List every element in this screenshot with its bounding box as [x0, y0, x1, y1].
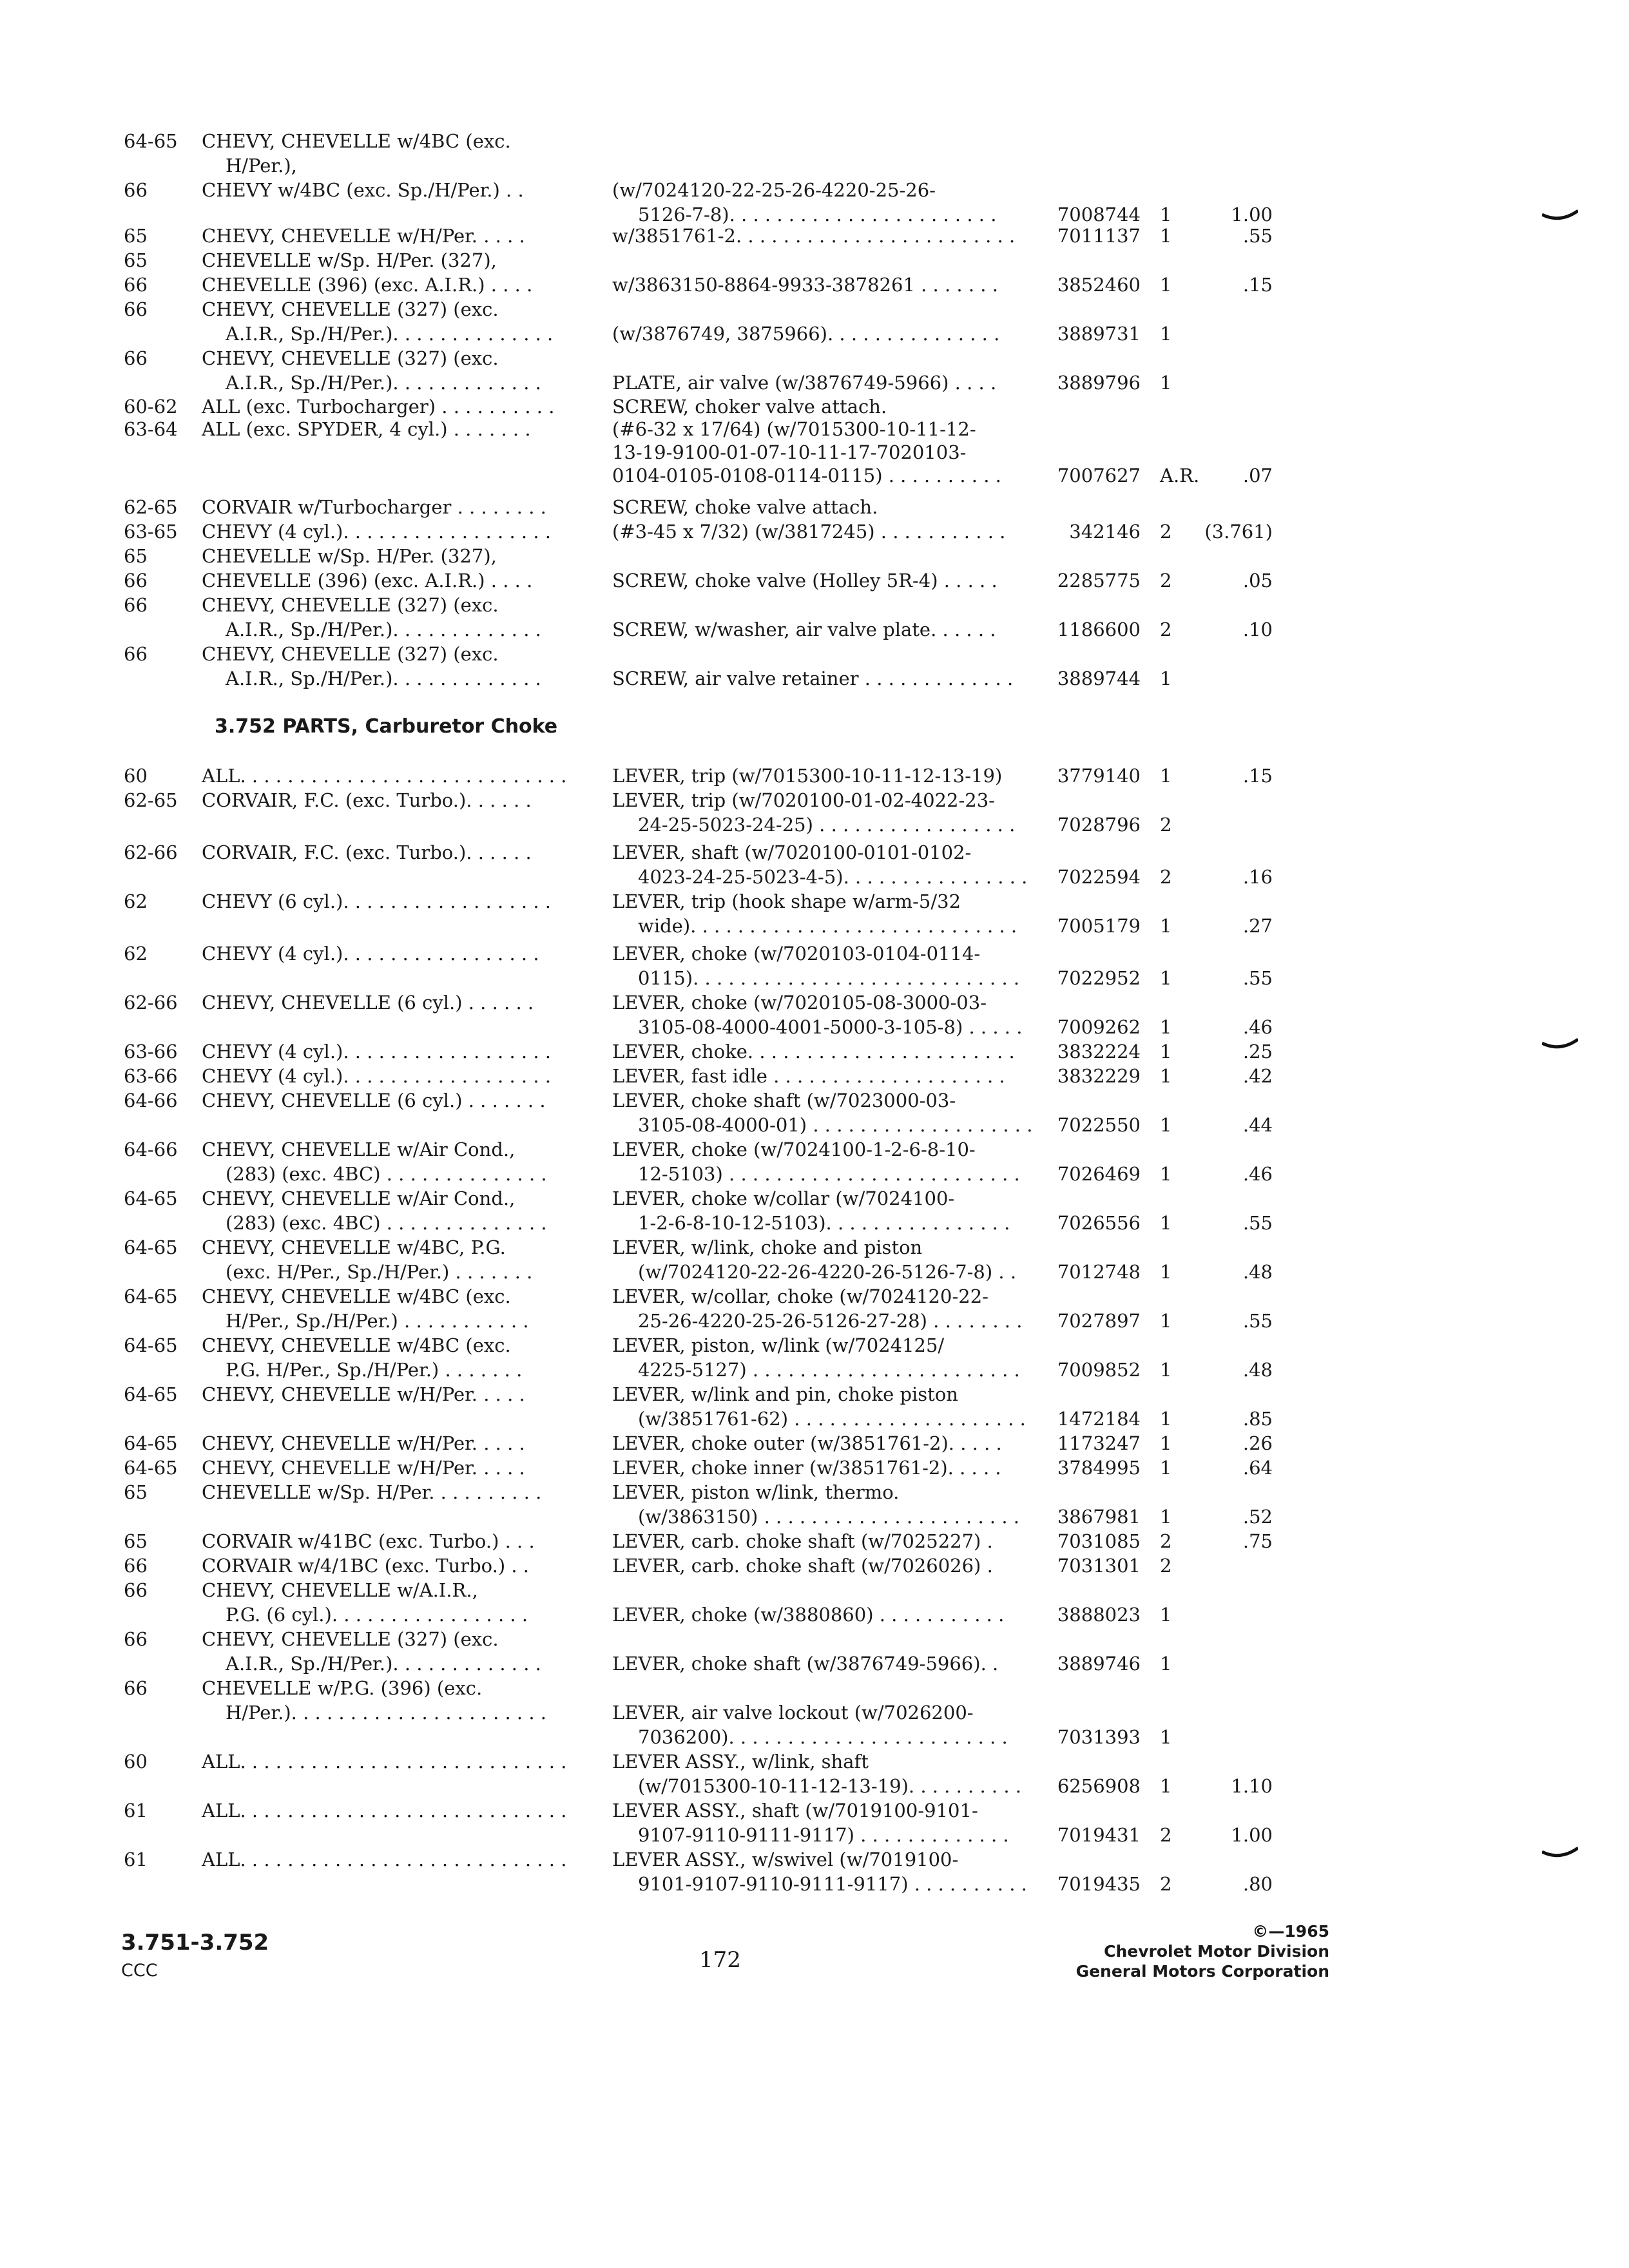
row-application: CHEVY, CHEVELLE (6 cyl.) . . . . . . . [202, 1090, 546, 1111]
row-year: 64-65 [124, 1236, 178, 1258]
row-year: 61 [124, 1800, 148, 1821]
row-description: w/3851761-2. . . . . . . . . . . . . . . . . . . . . . . . [612, 225, 1016, 247]
row-description: LEVER, choke shaft (w/7023000-03- [612, 1090, 956, 1111]
row-quantity: 1 [1160, 1016, 1172, 1038]
row-application: CHEVY (4 cyl.). . . . . . . . . . . . . . . . . [202, 943, 539, 965]
row-application: A.I.R., Sp./H/Per.). . . . . . . . . . . . . [226, 668, 541, 689]
row-description: LEVER, piston w/link, thermo. [612, 1481, 900, 1503]
row-description: (w/3851761-62) . . . . . . . . . . . . . . . . . . . . [638, 1408, 1026, 1430]
row-application: CHEVY, CHEVELLE w/H/Per. . . . . [202, 1457, 525, 1479]
row-part-number: 2285775 [1057, 570, 1141, 591]
row-year: 61 [124, 1849, 148, 1870]
row-price: 1.10 [1231, 1775, 1273, 1797]
row-application: CHEVY, CHEVELLE w/H/Per. . . . . [202, 225, 525, 247]
binding-mark-icon [1542, 1038, 1578, 1050]
row-part-number: 3832224 [1057, 1041, 1141, 1062]
row-price: .48 [1242, 1359, 1273, 1381]
row-year: 66 [124, 1677, 148, 1699]
row-year: 64-65 [124, 1383, 178, 1405]
row-description: LEVER, choke inner (w/3851761-2). . . . . [612, 1457, 1001, 1479]
row-description: 25-26-4220-25-26-5126-27-28) . . . . . . . . [638, 1310, 1023, 1332]
row-year: 65 [124, 545, 148, 567]
row-price: .46 [1242, 1163, 1273, 1185]
row-description: LEVER, carb. choke shaft (w/7025227) . [612, 1530, 993, 1552]
row-description: LEVER, choke. . . . . . . . . . . . . . . . . . . . . . . [612, 1041, 1015, 1062]
row-quantity: 1 [1160, 323, 1172, 345]
row-description: LEVER, choke shaft (w/3876749-5966). . [612, 1653, 999, 1675]
row-year: 64-65 [124, 1457, 178, 1479]
row-price: .25 [1242, 1041, 1273, 1062]
row-part-number: 7027897 [1057, 1310, 1141, 1332]
row-year: 66 [124, 298, 148, 320]
row-part-number: 6256908 [1057, 1775, 1141, 1797]
row-quantity: 1 [1160, 1506, 1172, 1528]
row-part-number: 7009852 [1057, 1359, 1141, 1381]
row-description: LEVER, choke (w/7024100-1-2-6-8-10- [612, 1139, 976, 1160]
row-description: LEVER, shaft (w/7020100-0101-0102- [612, 841, 972, 863]
row-part-number: 3889731 [1057, 323, 1141, 345]
row-description: 0115). . . . . . . . . . . . . . . . . . . . . . . . . . . . [638, 967, 1020, 989]
row-year: 66 [124, 570, 148, 591]
row-quantity: 1 [1160, 274, 1172, 296]
row-year: 62-66 [124, 992, 178, 1014]
row-description: 4023-24-25-5023-4-5). . . . . . . . . . . . . . . . [638, 866, 1028, 888]
row-application: CHEVY, CHEVELLE (327) (exc. [202, 298, 499, 320]
footer-code: CCC [121, 1961, 158, 1981]
row-description: LEVER, piston, w/link (w/7024125/ [612, 1334, 945, 1356]
row-application: CHEVELLE w/Sp. H/Per. (327), [202, 249, 497, 271]
row-description: (w/7015300-10-11-12-13-19). . . . . . . . . . [638, 1775, 1022, 1797]
row-application: A.I.R., Sp./H/Per.). . . . . . . . . . . . . . [226, 323, 554, 345]
row-description: LEVER, air valve lockout (w/7026200- [612, 1702, 974, 1724]
row-quantity: A.R. [1160, 465, 1200, 486]
row-application: CHEVY, CHEVELLE (327) (exc. [202, 594, 499, 616]
row-description: SCREW, choker valve attach. [612, 396, 887, 418]
row-application: H/Per., Sp./H/Per.) . . . . . . . . . . . [226, 1310, 529, 1332]
row-application: CHEVY, CHEVELLE w/4BC (exc. [202, 1334, 511, 1356]
row-year: 65 [124, 1481, 148, 1503]
row-year: 62 [124, 890, 148, 912]
row-quantity: 2 [1160, 570, 1172, 591]
row-description: SCREW, air valve retainer . . . . . . . . . . . . . [612, 668, 1014, 689]
row-price: .46 [1242, 1016, 1273, 1038]
row-quantity: 2 [1160, 814, 1172, 836]
row-application: CHEVY, CHEVELLE w/A.I.R., [202, 1579, 478, 1601]
row-application: CHEVY, CHEVELLE (327) (exc. [202, 643, 499, 665]
row-price: .42 [1242, 1065, 1273, 1087]
row-part-number: 7026556 [1057, 1212, 1141, 1234]
row-application: ALL. . . . . . . . . . . . . . . . . . . . . . . . . . . . [202, 1751, 567, 1773]
row-year: 62-65 [124, 496, 178, 518]
section-heading: 3.752 PARTS, Carburetor Choke [215, 715, 558, 738]
row-year: 66 [124, 179, 148, 201]
row-part-number: 7028796 [1057, 814, 1141, 836]
row-quantity: 1 [1160, 1212, 1172, 1234]
row-description: (#3-45 x 7/32) (w/3817245) . . . . . . . . . . . [612, 521, 1006, 543]
row-quantity: 1 [1160, 1310, 1172, 1332]
row-quantity: 1 [1160, 1114, 1172, 1136]
row-price: .15 [1242, 765, 1273, 787]
row-description: LEVER ASSY., w/swivel (w/7019100- [612, 1849, 959, 1870]
row-application: ALL. . . . . . . . . . . . . . . . . . . . . . . . . . . . [202, 1800, 567, 1821]
row-description: LEVER, trip (w/7015300-10-11-12-13-19) [612, 765, 1003, 787]
row-description: LEVER, fast idle . . . . . . . . . . . . . . . . . . . . [612, 1065, 1005, 1087]
row-description: (w/7024120-22-26-4220-26-5126-7-8) . . [638, 1261, 1017, 1283]
row-part-number: 3889746 [1057, 1653, 1141, 1675]
row-quantity: 1 [1160, 1408, 1172, 1430]
row-quantity: 1 [1160, 668, 1172, 689]
row-price: 1.00 [1231, 204, 1273, 226]
row-application: ALL (exc. SPYDER, 4 cyl.) . . . . . . . [202, 418, 531, 440]
row-price: .07 [1242, 465, 1273, 486]
row-description: 13-19-9100-01-07-10-11-17-7020103- [612, 441, 967, 463]
row-description: SCREW, choke valve attach. [612, 496, 878, 518]
row-year: 66 [124, 1579, 148, 1601]
row-part-number: 7005179 [1057, 915, 1141, 937]
row-application: (exc. H/Per., Sp./H/Per.) . . . . . . . [226, 1261, 533, 1283]
row-application: A.I.R., Sp./H/Per.). . . . . . . . . . . . . [226, 372, 541, 394]
row-part-number: 7031301 [1057, 1555, 1141, 1577]
row-description: 12-5103) . . . . . . . . . . . . . . . . . . . . . . . . . [638, 1163, 1020, 1185]
row-price: .15 [1242, 274, 1273, 296]
row-part-number: 7031085 [1057, 1530, 1141, 1552]
row-year: 62-66 [124, 841, 178, 863]
row-part-number: 7031393 [1057, 1726, 1141, 1748]
row-part-number: 3889744 [1057, 668, 1141, 689]
row-application: CHEVY (6 cyl.). . . . . . . . . . . . . . . . . . [202, 890, 552, 912]
row-price: .27 [1242, 915, 1273, 937]
row-part-number: 7008744 [1057, 204, 1141, 226]
binding-mark-icon [1542, 209, 1578, 221]
row-application: CHEVY, CHEVELLE (327) (exc. [202, 1628, 499, 1650]
row-year: 65 [124, 249, 148, 271]
row-price: .52 [1242, 1506, 1273, 1528]
row-year: 62-65 [124, 789, 178, 811]
row-part-number: 7019435 [1057, 1873, 1141, 1895]
row-application: CHEVY, CHEVELLE w/Air Cond., [202, 1139, 516, 1160]
row-description: SCREW, w/washer, air valve plate. . . . . . [612, 619, 996, 640]
row-description: LEVER, choke (w/7020103-0104-0114- [612, 943, 981, 965]
row-part-number: 7007627 [1057, 465, 1141, 486]
row-year: 66 [124, 594, 148, 616]
row-price: .16 [1242, 866, 1273, 888]
row-part-number: 7011137 [1057, 225, 1141, 247]
row-quantity: 1 [1160, 372, 1172, 394]
row-description: PLATE, air valve (w/3876749-5966) . . . . [612, 372, 997, 394]
row-quantity: 1 [1160, 915, 1172, 937]
row-description: 5126-7-8). . . . . . . . . . . . . . . . . . . . . . . [638, 204, 997, 226]
row-application: CHEVY, CHEVELLE (327) (exc. [202, 347, 499, 369]
row-quantity: 2 [1160, 866, 1172, 888]
row-description: (w/3863150) . . . . . . . . . . . . . . . . . . . . . . [638, 1506, 1019, 1528]
row-quantity: 1 [1160, 1041, 1172, 1062]
row-application: P.G. H/Per., Sp./H/Per.) . . . . . . . [226, 1359, 523, 1381]
row-quantity: 2 [1160, 1555, 1172, 1577]
row-year: 60-62 [124, 396, 178, 418]
row-description: SCREW, choke valve (Holley 5R-4) . . . . . [612, 570, 998, 591]
row-description: 9107-9110-9111-9117) . . . . . . . . . . . . . [638, 1824, 1009, 1846]
row-description: 0104-0105-0108-0114-0115) . . . . . . . . . . [612, 465, 1001, 486]
row-year: 63-66 [124, 1041, 178, 1062]
row-description: LEVER ASSY., w/link, shaft [612, 1751, 869, 1773]
row-year: 65 [124, 225, 148, 247]
row-quantity: 1 [1160, 1359, 1172, 1381]
row-application: H/Per.). . . . . . . . . . . . . . . . . . . . . . [226, 1702, 547, 1724]
row-quantity: 1 [1160, 1163, 1172, 1185]
row-description: 7036200). . . . . . . . . . . . . . . . . . . . . . . . [638, 1726, 1008, 1748]
footer-copyright: ©—1965 [1252, 1922, 1329, 1941]
row-year: 66 [124, 347, 148, 369]
row-part-number: 7012748 [1057, 1261, 1141, 1283]
row-price: .64 [1242, 1457, 1273, 1479]
row-quantity: 2 [1160, 619, 1172, 640]
row-description: LEVER, choke w/collar (w/7024100- [612, 1187, 955, 1209]
row-description: LEVER, carb. choke shaft (w/7026026) . [612, 1555, 993, 1577]
row-year: 63-66 [124, 1065, 178, 1087]
row-description: wide). . . . . . . . . . . . . . . . . . . . . . . . . . . . [638, 915, 1017, 937]
row-description: 4225-5127) . . . . . . . . . . . . . . . . . . . . . . . [638, 1359, 1020, 1381]
footer-corporation: General Motors Corporation [1075, 1962, 1329, 1981]
row-application: P.G. (6 cyl.). . . . . . . . . . . . . . . . . [226, 1604, 528, 1626]
row-application: ALL. . . . . . . . . . . . . . . . . . . . . . . . . . . . [202, 1849, 567, 1870]
row-part-number: 3852460 [1057, 274, 1141, 296]
row-year: 63-64 [124, 418, 178, 440]
row-price: 1.00 [1231, 1824, 1273, 1846]
row-year: 64-65 [124, 1432, 178, 1454]
row-price: .55 [1242, 225, 1273, 247]
row-quantity: 2 [1160, 1824, 1172, 1846]
row-description: (w/3876749, 3875966). . . . . . . . . . . . . . . [612, 323, 1000, 345]
row-year: 62 [124, 943, 148, 965]
row-year: 63-65 [124, 521, 178, 543]
row-price: .44 [1242, 1114, 1273, 1136]
row-year: 64-65 [124, 130, 178, 152]
row-part-number: 1173247 [1057, 1432, 1141, 1454]
row-part-number: 7009262 [1057, 1016, 1141, 1038]
row-description: LEVER, trip (hook shape w/arm-5/32 [612, 890, 961, 912]
row-description: 24-25-5023-24-25) . . . . . . . . . . . . . . . . . [638, 814, 1016, 836]
row-quantity: 1 [1160, 204, 1172, 226]
row-description: 3105-08-4000-01) . . . . . . . . . . . . . . . . . . . [638, 1114, 1033, 1136]
row-description: LEVER, w/link, choke and piston [612, 1236, 923, 1258]
row-application: CHEVY, CHEVELLE w/Air Cond., [202, 1187, 516, 1209]
footer-section-range: 3.751-3.752 [121, 1930, 269, 1956]
row-application: CHEVY, CHEVELLE (6 cyl.) . . . . . . [202, 992, 534, 1014]
row-part-number: 1472184 [1057, 1408, 1141, 1430]
row-description: LEVER, choke (w/7020105-08-3000-03- [612, 992, 987, 1014]
row-price: .85 [1242, 1408, 1273, 1430]
row-application: A.I.R., Sp./H/Per.). . . . . . . . . . . . . [226, 1653, 541, 1675]
row-description: LEVER, w/link and pin, choke piston [612, 1383, 958, 1405]
row-year: 60 [124, 765, 148, 787]
row-application: CHEVELLE (396) (exc. A.I.R.) . . . . [202, 274, 533, 296]
row-application: CHEVELLE w/P.G. (396) (exc. [202, 1677, 483, 1699]
row-year: 64-65 [124, 1187, 178, 1209]
row-application: (283) (exc. 4BC) . . . . . . . . . . . . . . [226, 1163, 547, 1185]
row-year: 64-66 [124, 1139, 178, 1160]
row-price: .48 [1242, 1261, 1273, 1283]
binding-mark-icon [1542, 1847, 1578, 1858]
row-quantity: 2 [1160, 1530, 1172, 1552]
row-description: LEVER, trip (w/7020100-01-02-4022-23- [612, 789, 995, 811]
row-quantity: 1 [1160, 967, 1172, 989]
row-price: .55 [1242, 1212, 1273, 1234]
row-application: CHEVY, CHEVELLE w/4BC (exc. [202, 1285, 511, 1307]
row-application: CORVAIR w/41BC (exc. Turbo.) . . . [202, 1530, 535, 1552]
row-part-number: 1186600 [1057, 619, 1141, 640]
footer-division: Chevrolet Motor Division [1104, 1942, 1329, 1961]
row-quantity: 1 [1160, 1432, 1172, 1454]
row-application: A.I.R., Sp./H/Per.). . . . . . . . . . . . . [226, 619, 541, 640]
row-year: 65 [124, 1530, 148, 1552]
row-application: H/Per.), [226, 155, 297, 177]
row-price: .55 [1242, 1310, 1273, 1332]
row-application: CHEVY (4 cyl.). . . . . . . . . . . . . . . . . . [202, 521, 552, 543]
row-year: 66 [124, 274, 148, 296]
row-application: CORVAIR, F.C. (exc. Turbo.). . . . . . [202, 841, 532, 863]
row-quantity: 1 [1160, 765, 1172, 787]
row-part-number: 3784995 [1057, 1457, 1141, 1479]
row-application: CORVAIR w/4/1BC (exc. Turbo.) . . [202, 1555, 530, 1577]
row-quantity: 2 [1160, 1873, 1172, 1895]
row-quantity: 1 [1160, 1653, 1172, 1675]
row-quantity: 2 [1160, 521, 1172, 543]
row-price: .55 [1242, 967, 1273, 989]
row-application: CHEVY, CHEVELLE w/4BC, P.G. [202, 1236, 506, 1258]
row-quantity: 1 [1160, 1457, 1172, 1479]
row-description: 1-2-6-8-10-12-5103). . . . . . . . . . . . . . . . [638, 1212, 1010, 1234]
row-year: 64-65 [124, 1285, 178, 1307]
row-part-number: 7019431 [1057, 1824, 1141, 1846]
row-price: .80 [1242, 1873, 1273, 1895]
row-year: 64-65 [124, 1334, 178, 1356]
row-application: CHEVELLE w/Sp. H/Per. . . . . . . . . . [202, 1481, 542, 1503]
row-year: 66 [124, 1628, 148, 1650]
row-quantity: 1 [1160, 1775, 1172, 1797]
row-part-number: 3888023 [1057, 1604, 1141, 1626]
row-application: ALL. . . . . . . . . . . . . . . . . . . . . . . . . . . . [202, 765, 567, 787]
row-application: CORVAIR w/Turbocharger . . . . . . . . [202, 496, 546, 518]
row-description: LEVER, w/collar, choke (w/7024120-22- [612, 1285, 988, 1307]
row-application: CORVAIR, F.C. (exc. Turbo.). . . . . . [202, 789, 532, 811]
row-quantity: 1 [1160, 1726, 1172, 1748]
row-part-number: 7026469 [1057, 1163, 1141, 1185]
row-description: (w/7024120-22-25-26-4220-25-26- [612, 179, 936, 201]
row-price: .10 [1242, 619, 1273, 640]
row-part-number: 7022952 [1057, 967, 1141, 989]
row-application: CHEVY, CHEVELLE w/4BC (exc. [202, 130, 511, 152]
row-description: LEVER ASSY., shaft (w/7019100-9101- [612, 1800, 978, 1821]
row-quantity: 1 [1160, 1261, 1172, 1283]
row-application: CHEVELLE (396) (exc. A.I.R.) . . . . [202, 570, 533, 591]
row-year: 66 [124, 1555, 148, 1577]
row-quantity: 1 [1160, 1604, 1172, 1626]
row-part-number: 3889796 [1057, 372, 1141, 394]
row-description: 9101-9107-9110-9111-9117) . . . . . . . . . . [638, 1873, 1027, 1895]
row-quantity: 1 [1160, 1065, 1172, 1087]
row-price: .75 [1242, 1530, 1273, 1552]
row-part-number: 342146 [1069, 521, 1141, 543]
row-description: (#6-32 x 17/64) (w/7015300-10-11-12- [612, 418, 976, 440]
row-application: CHEVY w/4BC (exc. Sp./H/Per.) . . [202, 179, 524, 201]
row-description: LEVER, choke outer (w/3851761-2). . . . . [612, 1432, 1002, 1454]
row-price: .26 [1242, 1432, 1273, 1454]
row-description: LEVER, choke (w/3880860) . . . . . . . . . . . [612, 1604, 1005, 1626]
row-part-number: 7022550 [1057, 1114, 1141, 1136]
row-application: ALL (exc. Turbocharger) . . . . . . . . . . [202, 396, 555, 418]
row-application: (283) (exc. 4BC) . . . . . . . . . . . . . . [226, 1212, 547, 1234]
row-application: CHEVELLE w/Sp. H/Per. (327), [202, 545, 497, 567]
row-application: CHEVY (4 cyl.). . . . . . . . . . . . . . . . . . [202, 1065, 552, 1087]
row-application: CHEVY (4 cyl.). . . . . . . . . . . . . . . . . . [202, 1041, 552, 1062]
row-application: CHEVY, CHEVELLE w/H/Per. . . . . [202, 1383, 525, 1405]
row-year: 64-66 [124, 1090, 178, 1111]
row-part-number: 3867981 [1057, 1506, 1141, 1528]
page-number: 172 [699, 1947, 741, 1973]
row-year: 60 [124, 1751, 148, 1773]
row-part-number: 3779140 [1057, 765, 1141, 787]
row-price: .05 [1242, 570, 1273, 591]
row-application: CHEVY, CHEVELLE w/H/Per. . . . . [202, 1432, 525, 1454]
row-quantity: 1 [1160, 225, 1172, 247]
row-description: w/3863150-8864-9933-3878261 . . . . . . . [612, 274, 998, 296]
row-part-number: 3832229 [1057, 1065, 1141, 1087]
footer-publisher [1076, 1921, 1329, 1981]
row-year: 66 [124, 643, 148, 665]
row-price: (3.761) [1204, 521, 1273, 543]
row-description: 3105-08-4000-4001-5000-3-105-8) . . . . . [638, 1016, 1023, 1038]
row-part-number: 7022594 [1057, 866, 1141, 888]
